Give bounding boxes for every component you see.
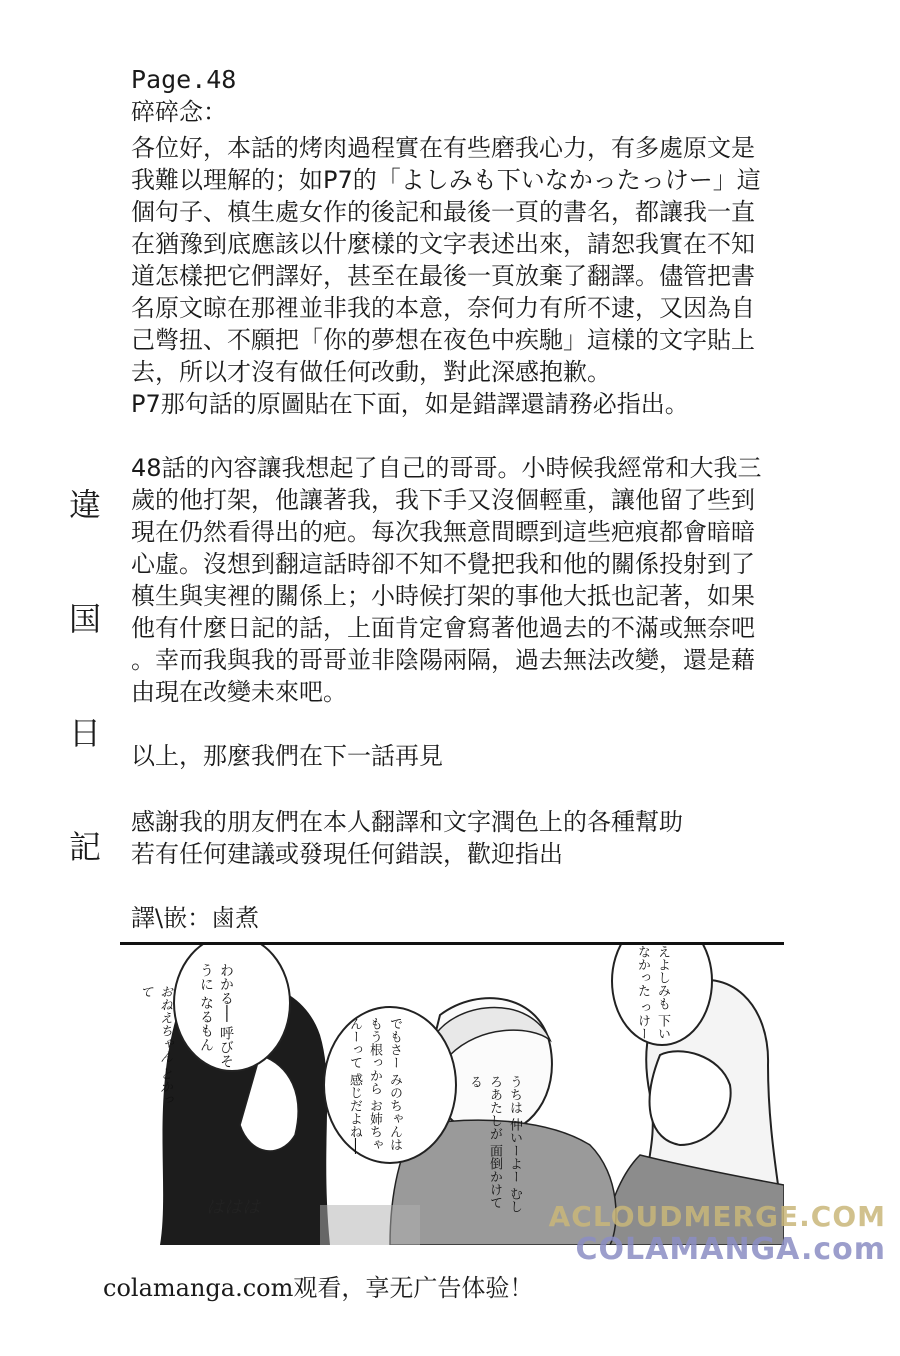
page-label: Page.48	[131, 65, 237, 94]
paragraph-farewell: 以上，那麼我們在下一話再見	[131, 742, 443, 770]
speech-bubble-middle: でもさー みのちゃんは もう根っから お姉ちゃんーって 感じだよね──	[347, 1017, 402, 1154]
speech-free-text: うちは 仲いーよー むしろあたしが 面倒かけてる	[467, 1075, 522, 1214]
side-title-char: 国	[68, 600, 101, 638]
watermark-colamanga: COLAMANGA.com	[575, 1232, 886, 1267]
paragraph-brother: 48話的內容讓我想起了自己的哥哥。小時候我經常和大我三 歲的他打架，他讓著我，我下手又沒個輕重，讓他留了些到 現在仍然看得出的疤。每次我無意間瞟到這些疤痕都會暗暗 心虛。沒想到翻這話時卻不知不覺把我和他的關係投射到了 槙生與実裡的關係上；小時候打架的事他大抵也記著，如果 他有什麼日記的話，上面肯定會寫著他過去的不滿或無奈吧 。幸而我與我的哥哥並非陰陽兩隔，過去無法改變，還是藉 由現在改變未來吧。	[131, 454, 762, 706]
vertical-side-title	[60, 448, 110, 904]
handwritten-text: おねえちゃん とかって	[137, 985, 172, 1107]
heading: 碎碎念：	[131, 98, 227, 126]
sound-effect: ははは	[206, 1197, 260, 1218]
side-title-char: 記	[68, 828, 101, 866]
speech-bubble-right: えよしみも 下いなかった っけー	[635, 945, 670, 1041]
side-title-char: 違	[68, 486, 101, 524]
side-title-char: 日	[68, 714, 101, 752]
paragraph-thanks: 感謝我的朋友們在本人翻譯和文字潤色上的各種幫助 若有任何建議或發現任何錯誤，歡迎指出	[131, 808, 683, 868]
translator-credit: 譯\嵌：鹵煮	[131, 904, 260, 932]
watermark-acloudmerge: ACLOUDMERGE.COM	[548, 1200, 886, 1233]
paragraph-intro: 各位好，本話的烤肉過程實在有些磨我心力，有多處原文是 我難以理解的；如P7的「よしみも下いなかったっけー」這 個句子、槙生處女作的後記和最後一頁的書名，都讓我一直 在猶豫到底應該以什麼樣的文字表述出來，請恕我實在不知 道怎樣把它們譯好，甚至在最後一頁放棄了翻譯。儘管把書 名原文晾在那裡並非我的本意，奈何力有所不逮，又因為自 己彆扭、不願把「你的夢想在夜色中疾馳」這樣的文字貼上 去，所以才沒有做任何改動，對此深感抱歉。 P7那句話的原圖貼在下面，如是錯譯還請務必指出。	[131, 134, 761, 418]
footer-notice: colamanga.com观看，享无广告体验！	[103, 1274, 534, 1302]
speech-bubble-left: わかる── 呼びそうに なるもん	[198, 963, 234, 1069]
